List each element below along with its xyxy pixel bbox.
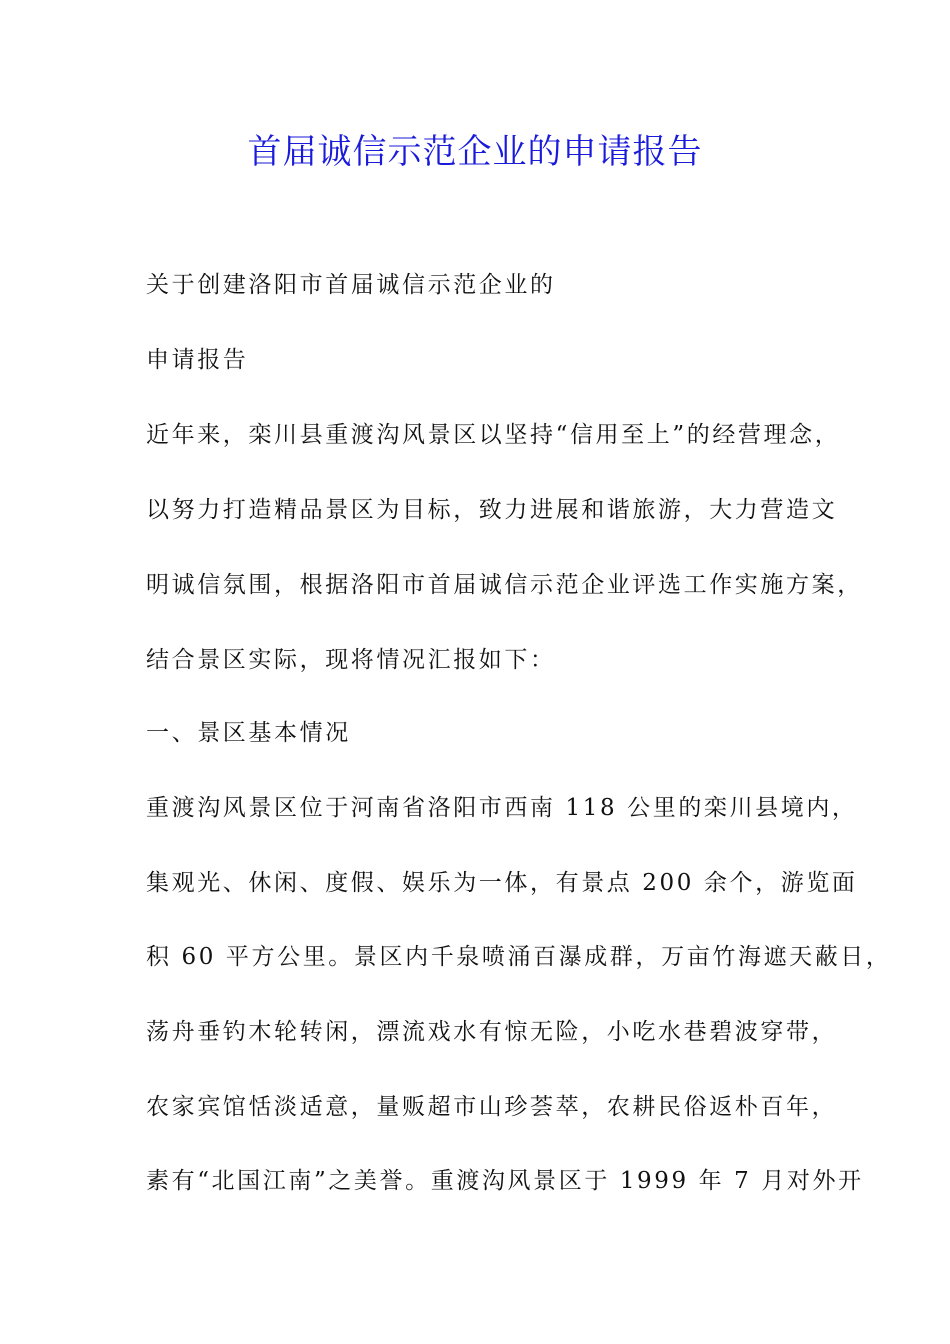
text-line-2: 申请报告 [146, 347, 249, 373]
text-line-5: 明诚信氛围，根据洛阳市首届诚信示范企业评选工作实施方案， [146, 572, 863, 598]
text-line-10: 积 60 平方公里。景区内千泉喷涌百瀑成群，万亩竹海遮天蔽日， [146, 944, 892, 970]
text-line-8: 重渡沟风景区位于河南省洛阳市西南 118 公里的栾川县境内， [146, 795, 858, 821]
text-line-3: 近年来，栾川县重渡沟风景区以坚持“信用至上”的经营理念， [146, 422, 841, 448]
document-title: 首届诚信示范企业的申请报告 [247, 132, 703, 172]
section-heading: 一、景区基本情况 [146, 720, 351, 746]
text-line-11: 荡舟垂钓木轮转闲，漂流戏水有惊无险，小吃水巷碧波穿带， [146, 1019, 838, 1045]
text-line-4: 以努力打造精品景区为目标，致力进展和谐旅游，大力营造文 [146, 497, 838, 523]
text-line-1: 关于创建洛阳市首届诚信示范企业的 [146, 272, 556, 298]
text-line-13: 素有“北国江南”之美誉。重渡沟风景区于 1999 年 7 月对外开 [146, 1168, 864, 1194]
text-line-9: 集观光、休闲、度假、娱乐为一体，有景点 200 余个，游览面 [146, 870, 858, 896]
text-line-6: 结合景区实际，现将情况汇报如下： [146, 647, 556, 673]
text-line-12: 农家宾馆恬淡适意，量贩超市山珍荟萃，农耕民俗返朴百年， [146, 1094, 838, 1120]
